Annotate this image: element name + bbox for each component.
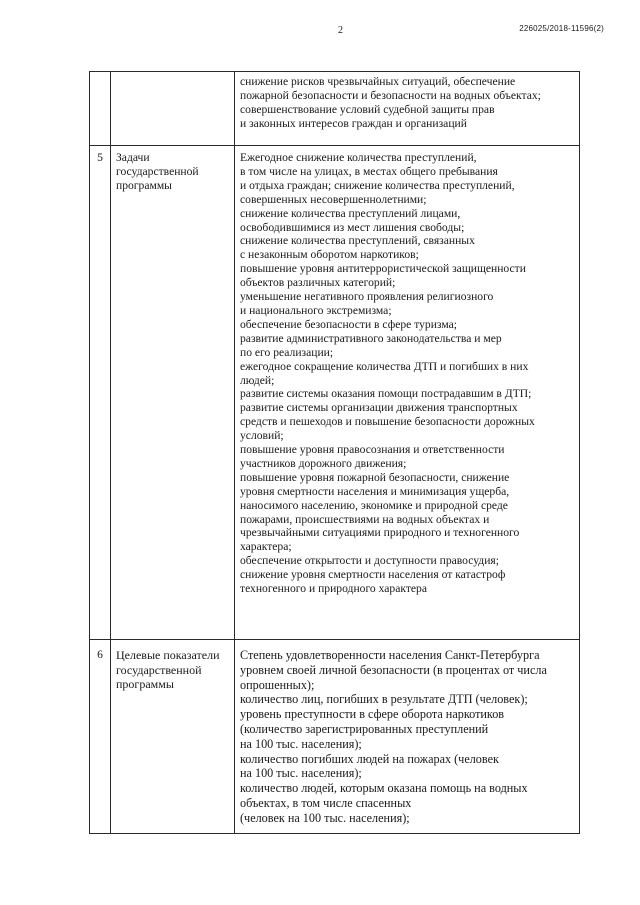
content-line: объектов различных категорий; <box>240 276 396 290</box>
content-line: развитие системы оказания помощи пострадавшим в ДТП; <box>240 387 532 401</box>
table-row <box>90 72 580 146</box>
content-line: обеспечение открытости и доступности правосудия; <box>240 554 499 568</box>
content-line: участников дорожного движения; <box>240 456 407 470</box>
row-title <box>111 640 235 834</box>
content-line: Степень удовлетворенности населения Санкт-Петербурга <box>240 648 540 662</box>
content-line: уровнем своей личной безопасности (в процентах от числа <box>240 662 547 677</box>
row-title <box>111 72 235 146</box>
content-line: техногенного и природного характера <box>240 582 427 596</box>
content-line: освободившимися из мест лишения свободы; <box>240 220 465 234</box>
title-line: Целевые показатели <box>116 648 220 662</box>
content-line: средств и пешеходов и повышение безопасности дорожных <box>240 415 535 429</box>
content-line: с незаконным оборотом наркотиков; <box>240 248 419 262</box>
content-line: в том числе на улицах, в местах общего пребывания <box>240 164 498 178</box>
content-line: на 100 тыс. населения); <box>240 766 362 781</box>
content-line: объектах, в том числе спасенных <box>240 795 412 810</box>
content-line: количество погибших людей на пожарах (человек <box>240 751 499 766</box>
content-line: (человек на 100 тыс. населения); <box>240 810 410 825</box>
content-line: пожарной безопасности и безопасности на водных объектах; <box>240 88 541 102</box>
table-row <box>90 146 580 640</box>
content-line: уменьшение негативного проявления религиозного <box>240 290 494 304</box>
content-line: чрезвычайными ситуациями природного и техногенного <box>240 526 520 540</box>
content-line: уровня смертности населения и минимизация ущерба, <box>240 484 510 498</box>
content-line: повышение уровня пожарной безопасности, снижение <box>240 470 510 484</box>
row-content <box>235 640 580 834</box>
content-line: снижение количества преступлений лицами, <box>240 206 461 220</box>
content-line: условий; <box>240 429 284 443</box>
content-line: опрошенных); <box>240 677 315 692</box>
title-line: государственной <box>116 164 199 178</box>
content-line: Ежегодное снижение количества преступлений, <box>240 151 477 164</box>
page-number: 2 <box>338 25 343 36</box>
row-content <box>235 146 580 640</box>
content-line: совершенных несовершеннолетними; <box>240 192 427 206</box>
program-table <box>89 71 580 834</box>
content-line: развитие административного законодательства и мер <box>240 331 502 345</box>
title-line: Задачи <box>116 151 150 164</box>
content-line: (количество зарегистрированных преступлений <box>240 721 489 736</box>
row-number: 6 <box>90 640 111 834</box>
content-line: повышение уровня антитеррористической защищенности <box>240 262 526 276</box>
content-line: и национального экстремизма; <box>240 303 392 317</box>
content-line: на 100 тыс. населения); <box>240 736 362 751</box>
table-row <box>90 640 580 834</box>
content-line: количество людей, которым оказана помощь на водных <box>240 781 528 796</box>
content-line: ежегодное сокращение количества ДТП и погибших в них <box>240 359 529 373</box>
content-line: совершенствование условий судебной защиты прав <box>240 102 495 116</box>
content-line: снижение количества преступлений, связанных <box>240 234 475 248</box>
content-line: развитие системы организации движения транспортных <box>240 401 518 415</box>
content-line: обеспечение безопасности в сфере туризма; <box>240 317 457 331</box>
document-id: 226025/2018-11596(2) <box>519 24 604 33</box>
content-line: количество лиц, погибших в результате ДТП (человек); <box>240 692 528 707</box>
title-line: программы <box>116 178 172 192</box>
content-line: повышение уровня правосознания и ответственности <box>240 443 505 457</box>
row-number: 5 <box>90 146 111 640</box>
content-line: и отдыха граждан; снижение количества преступлений, <box>240 178 515 192</box>
content-line: людей; <box>240 373 275 387</box>
content-line: уровень преступности в сфере оборота наркотиков <box>240 707 505 722</box>
row-content <box>235 72 580 146</box>
content-line: пожарами, происшествиями на водных объектах и <box>240 512 490 526</box>
title-line: государственной <box>116 662 202 677</box>
content-line: и законных интересов граждан и организаций <box>240 116 467 130</box>
content-line: снижение уровня смертности населения от катастроф <box>240 568 506 582</box>
row-number <box>90 72 111 146</box>
content-line: по его реализации; <box>240 345 334 359</box>
content-line: характера; <box>240 540 292 554</box>
content-line: снижение рисков чрезвычайных ситуаций, обеспечение <box>240 75 516 88</box>
content-line: наносимого населению, экономике и природной среде <box>240 498 508 512</box>
title-line: программы <box>116 677 174 692</box>
row-title <box>111 146 235 640</box>
